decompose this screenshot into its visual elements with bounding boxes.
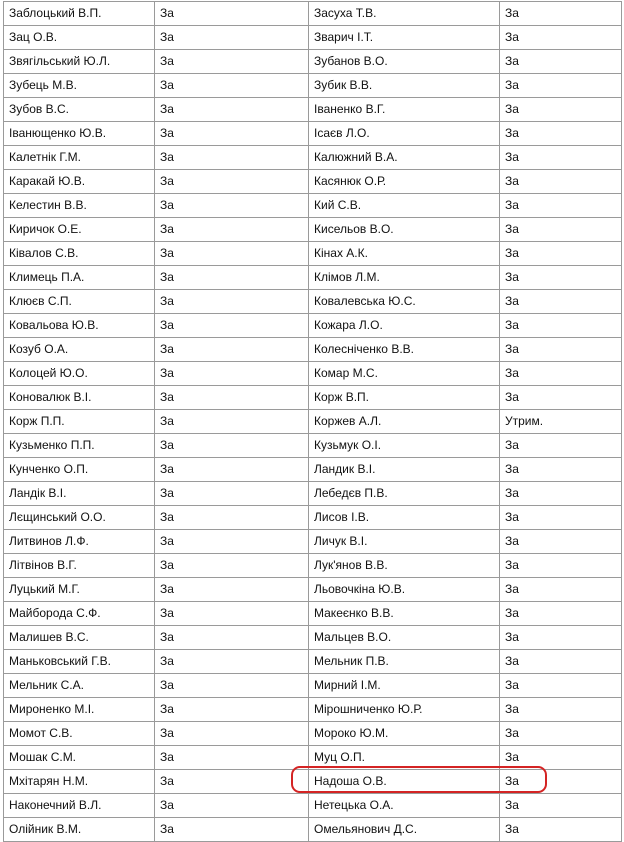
deputy-name-left: Майборода С.Ф. [4, 602, 155, 626]
deputy-name-left: Ковальова Ю.В. [4, 314, 155, 338]
deputy-name-left: Коновалюк В.І. [4, 386, 155, 410]
vote-left: За [155, 674, 309, 698]
deputy-name-right: Засуха Т.В. [309, 2, 500, 26]
table-row [4, 458, 622, 482]
deputy-name-left: Калетнік Г.М. [4, 146, 155, 170]
deputy-name-right: Зубик В.В. [309, 74, 500, 98]
deputy-name-right: Кожара Л.О. [309, 314, 500, 338]
deputy-name-left: Мироненко М.І. [4, 698, 155, 722]
vote-right: За [500, 554, 622, 578]
vote-right: За [500, 506, 622, 530]
deputy-name-left: Олійник В.М. [4, 818, 155, 842]
table-row [4, 170, 622, 194]
vote-right: За [500, 122, 622, 146]
table-row [4, 794, 622, 818]
deputy-name-right: Мороко Ю.М. [309, 722, 500, 746]
vote-left: За [155, 554, 309, 578]
table-row [4, 698, 622, 722]
vote-left: За [155, 266, 309, 290]
deputy-name-right: Омельянович Д.С. [309, 818, 500, 842]
vote-right: За [500, 818, 622, 842]
vote-left: За [155, 602, 309, 626]
deputy-name-right: Мельник П.В. [309, 650, 500, 674]
deputy-name-left: Зубов В.С. [4, 98, 155, 122]
table-row [4, 2, 622, 26]
deputy-name-right: Іваненко В.Г. [309, 98, 500, 122]
deputy-name-right: Личук В.І. [309, 530, 500, 554]
deputy-name-left: Зац О.В. [4, 26, 155, 50]
deputy-name-right: Муц О.П. [309, 746, 500, 770]
deputy-name-right: Макеєнко В.В. [309, 602, 500, 626]
deputy-name-right: Лисов І.В. [309, 506, 500, 530]
deputy-name-left: Звягільський Ю.Л. [4, 50, 155, 74]
vote-right: За [500, 698, 622, 722]
deputy-name-right: Корж В.П. [309, 386, 500, 410]
table-row [4, 650, 622, 674]
vote-right: За [500, 218, 622, 242]
vote-right: За [500, 290, 622, 314]
vote-left: За [155, 194, 309, 218]
deputy-name-right: Коржев А.Л. [309, 410, 500, 434]
table-row [4, 26, 622, 50]
table-row [4, 554, 622, 578]
deputy-name-left: Літвінов В.Г. [4, 554, 155, 578]
table-row-highlighted [4, 770, 622, 794]
table-row [4, 194, 622, 218]
table-row [4, 482, 622, 506]
deputy-name-left: Маньковський Г.В. [4, 650, 155, 674]
vote-right: За [500, 98, 622, 122]
vote-right: За [500, 146, 622, 170]
vote-left: За [155, 74, 309, 98]
vote-right: За [500, 194, 622, 218]
deputy-name-left: Малишев В.С. [4, 626, 155, 650]
deputy-name-left: Луцький М.Г. [4, 578, 155, 602]
vote-rows-body [4, 2, 622, 842]
deputy-name-left: Клюєв С.П. [4, 290, 155, 314]
deputy-name-right: Ісаєв Л.О. [309, 122, 500, 146]
vote-right: За [500, 794, 622, 818]
table-row [4, 434, 622, 458]
vote-right: За [500, 746, 622, 770]
deputy-name-left: Колоцей Ю.О. [4, 362, 155, 386]
vote-right: За [500, 26, 622, 50]
vote-left: За [155, 122, 309, 146]
table-row [4, 50, 622, 74]
deputy-name-left: Лєщинський О.О. [4, 506, 155, 530]
deputy-name-left: Киричок О.Е. [4, 218, 155, 242]
vote-right: За [500, 266, 622, 290]
vote-left: За [155, 290, 309, 314]
vote-left: За [155, 386, 309, 410]
vote-right: За [500, 338, 622, 362]
deputy-name-right: Надоша О.В. [309, 770, 500, 794]
deputy-name-left: Ківалов С.В. [4, 242, 155, 266]
deputy-name-right: Ландик В.І. [309, 458, 500, 482]
vote-right: За [500, 530, 622, 554]
vote-right: За [500, 50, 622, 74]
deputy-name-right: Клімов Л.М. [309, 266, 500, 290]
deputy-name-right: Лук'янов В.В. [309, 554, 500, 578]
table-row [4, 338, 622, 362]
table-row [4, 74, 622, 98]
vote-left: За [155, 2, 309, 26]
deputy-name-right: Кузьмук О.І. [309, 434, 500, 458]
vote-left: За [155, 98, 309, 122]
deputy-name-right: Калюжний В.А. [309, 146, 500, 170]
table-row [4, 410, 622, 434]
vote-left: За [155, 770, 309, 794]
table-row [4, 290, 622, 314]
vote-left: За [155, 794, 309, 818]
vote-left: За [155, 650, 309, 674]
table-row [4, 362, 622, 386]
deputy-name-left: Мельник С.А. [4, 674, 155, 698]
vote-left: За [155, 362, 309, 386]
deputy-name-left: Іванющенко Ю.В. [4, 122, 155, 146]
table-row [4, 266, 622, 290]
vote-right: За [500, 242, 622, 266]
deputy-name-right: Кінах А.К. [309, 242, 500, 266]
vote-left: За [155, 50, 309, 74]
vote-left: За [155, 698, 309, 722]
vote-left: За [155, 530, 309, 554]
deputy-name-right: Лебедєв П.В. [309, 482, 500, 506]
deputy-name-left: Корж П.П. [4, 410, 155, 434]
vote-left: За [155, 578, 309, 602]
table-row [4, 578, 622, 602]
table-row [4, 242, 622, 266]
deputy-name-right: Зубанов В.О. [309, 50, 500, 74]
vote-right: За [500, 482, 622, 506]
vote-left: За [155, 410, 309, 434]
deputy-name-right: Нетецька О.А. [309, 794, 500, 818]
deputy-name-left: Кунченко О.П. [4, 458, 155, 482]
table-row [4, 674, 622, 698]
vote-left: За [155, 242, 309, 266]
table-row [4, 602, 622, 626]
deputy-name-right: Комар М.С. [309, 362, 500, 386]
vote-left: За [155, 506, 309, 530]
vote-right: За [500, 170, 622, 194]
vote-right: За [500, 2, 622, 26]
vote-left: За [155, 434, 309, 458]
table-row [4, 218, 622, 242]
vote-right: Утрим. [500, 410, 622, 434]
deputy-name-left: Ландік В.І. [4, 482, 155, 506]
deputy-name-right: Ковалевська Ю.С. [309, 290, 500, 314]
table-row [4, 506, 622, 530]
deputy-name-left: Наконечний В.Л. [4, 794, 155, 818]
deputy-name-left: Заблоцький В.П. [4, 2, 155, 26]
deputy-name-left: Литвинов Л.Ф. [4, 530, 155, 554]
table-row [4, 122, 622, 146]
deputy-name-right: Мірошниченко Ю.Р. [309, 698, 500, 722]
deputy-name-right: Кисельов В.О. [309, 218, 500, 242]
table-row [4, 626, 622, 650]
deputy-name-left: Каракай Ю.В. [4, 170, 155, 194]
vote-left: За [155, 458, 309, 482]
vote-right: За [500, 674, 622, 698]
deputy-name-right: Колесніченко В.В. [309, 338, 500, 362]
deputy-name-left: Климець П.А. [4, 266, 155, 290]
deputy-name-right: Кий С.В. [309, 194, 500, 218]
deputy-name-left: Мошак С.М. [4, 746, 155, 770]
vote-left: За [155, 26, 309, 50]
deputy-name-left: Кузьменко П.П. [4, 434, 155, 458]
deputy-name-right: Мальцев В.О. [309, 626, 500, 650]
vote-left: За [155, 722, 309, 746]
vote-right: За [500, 578, 622, 602]
vote-left: За [155, 146, 309, 170]
table-row [4, 530, 622, 554]
deputy-name-right: Касянюк О.Р. [309, 170, 500, 194]
vote-left: За [155, 314, 309, 338]
table-row [4, 314, 622, 338]
vote-right: За [500, 770, 622, 794]
deputy-name-left: Момот С.В. [4, 722, 155, 746]
vote-left: За [155, 746, 309, 770]
vote-right: За [500, 314, 622, 338]
deputy-name-left: Козуб О.А. [4, 338, 155, 362]
vote-right: За [500, 386, 622, 410]
vote-right: За [500, 722, 622, 746]
deputy-name-right: Зварич І.Т. [309, 26, 500, 50]
vote-left: За [155, 170, 309, 194]
vote-right: За [500, 74, 622, 98]
deputy-name-right: Льовочкіна Ю.В. [309, 578, 500, 602]
table-row [4, 722, 622, 746]
vote-results-table [3, 1, 622, 842]
vote-right: За [500, 650, 622, 674]
vote-right: За [500, 434, 622, 458]
table-row [4, 98, 622, 122]
vote-right: За [500, 626, 622, 650]
vote-right: За [500, 362, 622, 386]
vote-right: За [500, 602, 622, 626]
deputy-name-right: Мирний І.М. [309, 674, 500, 698]
table-row [4, 746, 622, 770]
vote-right: За [500, 458, 622, 482]
table-row [4, 146, 622, 170]
table-row [4, 386, 622, 410]
vote-left: За [155, 482, 309, 506]
vote-left: За [155, 338, 309, 362]
vote-left: За [155, 626, 309, 650]
deputy-name-left: Мхітарян Н.М. [4, 770, 155, 794]
deputy-name-left: Келестин В.В. [4, 194, 155, 218]
deputy-name-left: Зубець М.В. [4, 74, 155, 98]
table-row [4, 818, 622, 842]
vote-left: За [155, 818, 309, 842]
vote-left: За [155, 218, 309, 242]
